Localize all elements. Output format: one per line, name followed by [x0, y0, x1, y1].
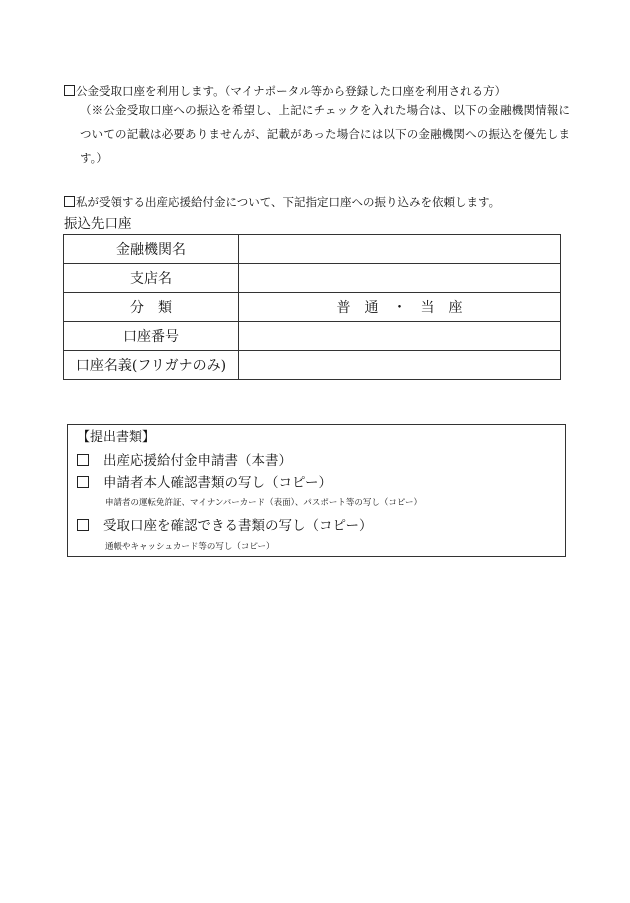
document-item-application[interactable] [77, 453, 292, 470]
document-item-label: 申請者本人確認書類の写し（コピー） [103, 475, 332, 491]
public-account-option-label: 公金受取口座を利用します。（マイナポータル等から登録した口座を利用される方） [76, 84, 507, 98]
document-item-id-copy[interactable] [77, 475, 332, 492]
table-row [64, 264, 561, 293]
table-row [64, 322, 561, 351]
bank-name-label: 金融機関名 [64, 235, 239, 264]
designated-account-option[interactable] [64, 195, 500, 210]
document-item-note: 通帳やキャッシュカード等の写し（コピー） [105, 542, 275, 552]
bank-name-field[interactable] [239, 235, 561, 264]
account-type-label: 分 類 [64, 293, 239, 322]
document-item-label: 受取口座を確認できる書類の写し（コピー） [103, 518, 373, 534]
account-number-label: 口座番号 [64, 322, 239, 351]
account-heading: 振込先口座 [64, 216, 132, 232]
designated-account-option-label: 私が受領する出産応援給付金について、下記指定口座への振り込みを依頼します。 [76, 195, 501, 209]
account-table [63, 234, 561, 380]
branch-name-field[interactable] [239, 264, 561, 293]
document-item-note: 申請者の運転免許証、マイナンバーカード（表面）、パスポート等の写し（コピー） [105, 498, 423, 508]
designated-account-checkbox[interactable] [64, 196, 75, 207]
document-checkbox[interactable] [77, 476, 89, 488]
table-row [64, 235, 561, 264]
account-holder-field[interactable] [239, 351, 561, 380]
document-item-account-copy[interactable] [77, 518, 372, 535]
public-account-option[interactable] [64, 84, 506, 99]
document-checkbox[interactable] [77, 454, 89, 466]
table-row [64, 293, 561, 322]
account-number-field[interactable] [239, 322, 561, 351]
account-type-options[interactable]: 普 通 ・ 当 座 [239, 293, 561, 322]
account-holder-label: 口座名義(フリガナのみ) [64, 351, 239, 380]
required-documents-box [67, 424, 566, 557]
required-documents-title: 【提出書類】 [77, 430, 156, 445]
public-account-checkbox[interactable] [64, 85, 75, 96]
document-checkbox[interactable] [77, 519, 89, 531]
document-item-label: 出産応援給付金申請書（本書） [103, 453, 292, 469]
public-account-note: （※公金受取口座への振込を希望し、上記にチェックを入れた場合は、以下の金融機関情報についての記載は必要ありませんが、記載があった場合には以下の金融機関への振込を優先します。） [80, 103, 570, 165]
branch-name-label: 支店名 [64, 264, 239, 293]
table-row [64, 351, 561, 380]
